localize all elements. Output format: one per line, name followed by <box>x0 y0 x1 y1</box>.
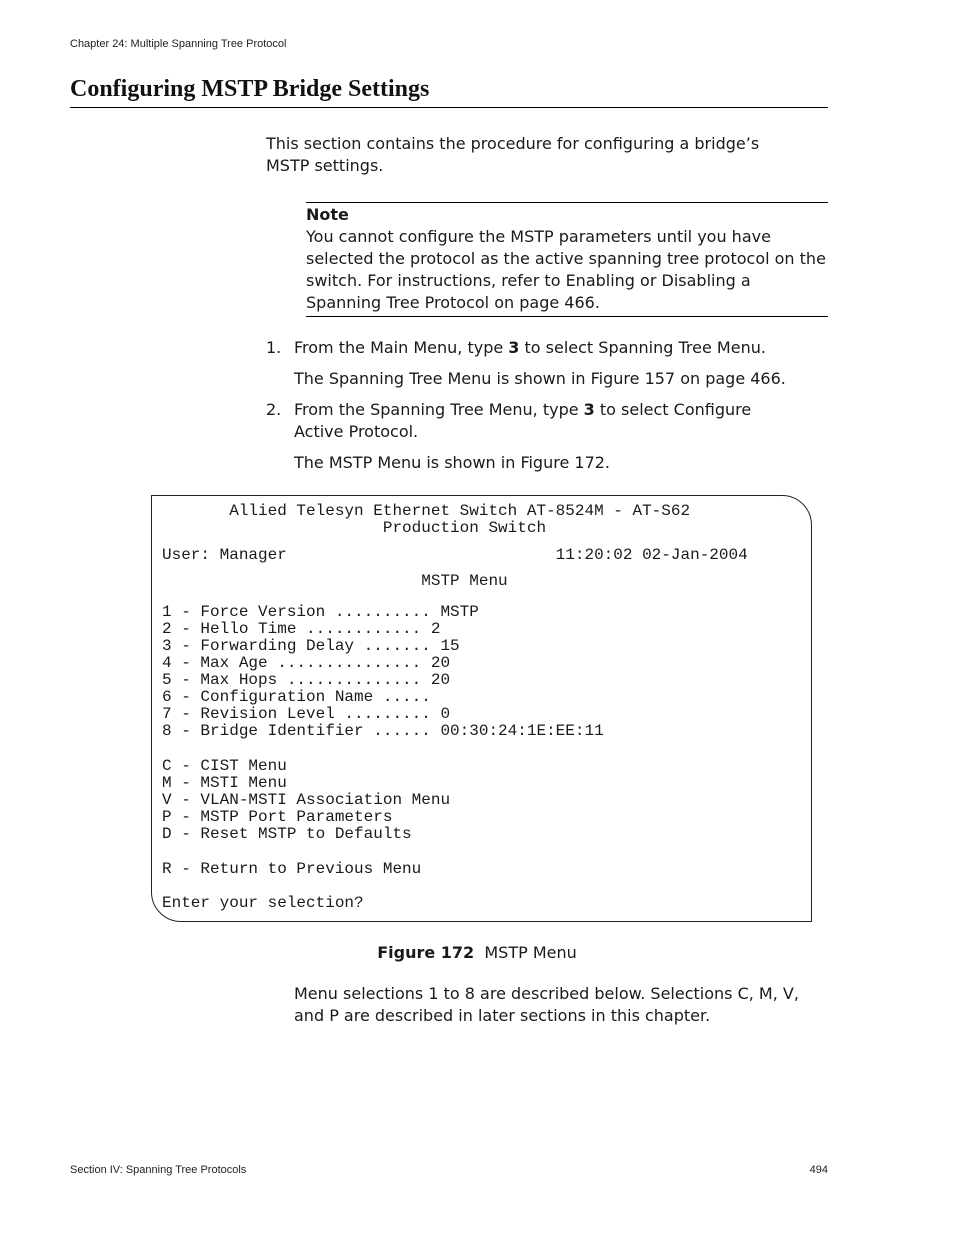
step-key: 3 <box>508 338 520 357</box>
step-text: From the Main Menu, type 3 to select Spanning Tree Menu. <box>294 338 766 357</box>
menu-item: 2 - Hello Time ............ 2 <box>162 620 441 638</box>
menu-item: 7 - Revision Level ......... 0 <box>162 705 451 723</box>
menu-item: C - CIST Menu <box>162 757 287 775</box>
step-2-result: The MSTP Menu is shown in Figure 172. <box>294 453 611 472</box>
step-key: 3 <box>583 400 595 419</box>
running-header: Chapter 24: Multiple Spanning Tree Protocol <box>70 38 287 50</box>
terminal-screen <box>151 495 812 922</box>
menu-item: 5 - Max Hops .............. 20 <box>162 671 451 689</box>
step-1-result: The Spanning Tree Menu is shown in Figure 157 on page 466. <box>294 369 786 388</box>
terminal-line: User: Manager 11:20:02 02-Jan-2004 <box>162 546 748 564</box>
terminal-line: MSTP Menu <box>162 572 508 590</box>
figure-title: MSTP Menu <box>484 943 577 962</box>
menu-item: V - VLAN-MSTI Association Menu <box>162 791 451 809</box>
menu-item: 8 - Bridge Identifier ...... 00:30:24:1E:EE:11 <box>162 722 604 740</box>
menu-item: R - Return to Previous Menu <box>162 860 422 878</box>
note-box <box>306 202 828 317</box>
figure-caption <box>0 942 954 964</box>
menu-item: 1 - Force Version .......... MSTP <box>162 603 479 621</box>
body-paragraph: Menu selections 1 to 8 are described below. Selections C, M, V, and P are described in later sections in this chapter. <box>294 984 799 1025</box>
section-title: Configuring MSTP Bridge Settings <box>70 76 828 108</box>
figure-label: Figure 172 <box>377 943 475 962</box>
terminal-line: Production Switch <box>162 519 547 537</box>
menu-item: M - MSTI Menu <box>162 774 287 792</box>
menu-item: 3 - Forwarding Delay ....... 15 <box>162 637 460 655</box>
menu-item: 4 - Max Age ............... 20 <box>162 654 451 672</box>
note-label: Note <box>306 205 349 224</box>
note-text: You cannot configure the MSTP parameters until you have selected the protocol as the active spanning tree protocol on the switch. For instructions, refer to Enabling or Disabling a Spanning Tree Protocol on page 466. <box>306 227 826 312</box>
step-text: From the Spanning Tree Menu, type 3 to select Configure Active Protocol. <box>294 400 752 441</box>
menu-item: 6 - Configuration Name ..... <box>162 688 431 706</box>
terminal-prompt: Enter your selection? <box>162 894 364 912</box>
menu-item: P - MSTP Port Parameters <box>162 808 393 826</box>
menu-item: D - Reset MSTP to Defaults <box>162 825 412 843</box>
terminal-line: Allied Telesyn Ethernet Switch AT-8524M - AT-S62 <box>162 502 691 520</box>
step-number: 1. <box>266 338 282 357</box>
intro-paragraph: This section contains the procedure for configuring a bridge’s MSTP settings. <box>266 134 760 175</box>
step-number: 2. <box>266 400 282 419</box>
page-number: 494 <box>809 1164 828 1176</box>
footer-section: Section IV: Spanning Tree Protocols <box>70 1164 247 1176</box>
